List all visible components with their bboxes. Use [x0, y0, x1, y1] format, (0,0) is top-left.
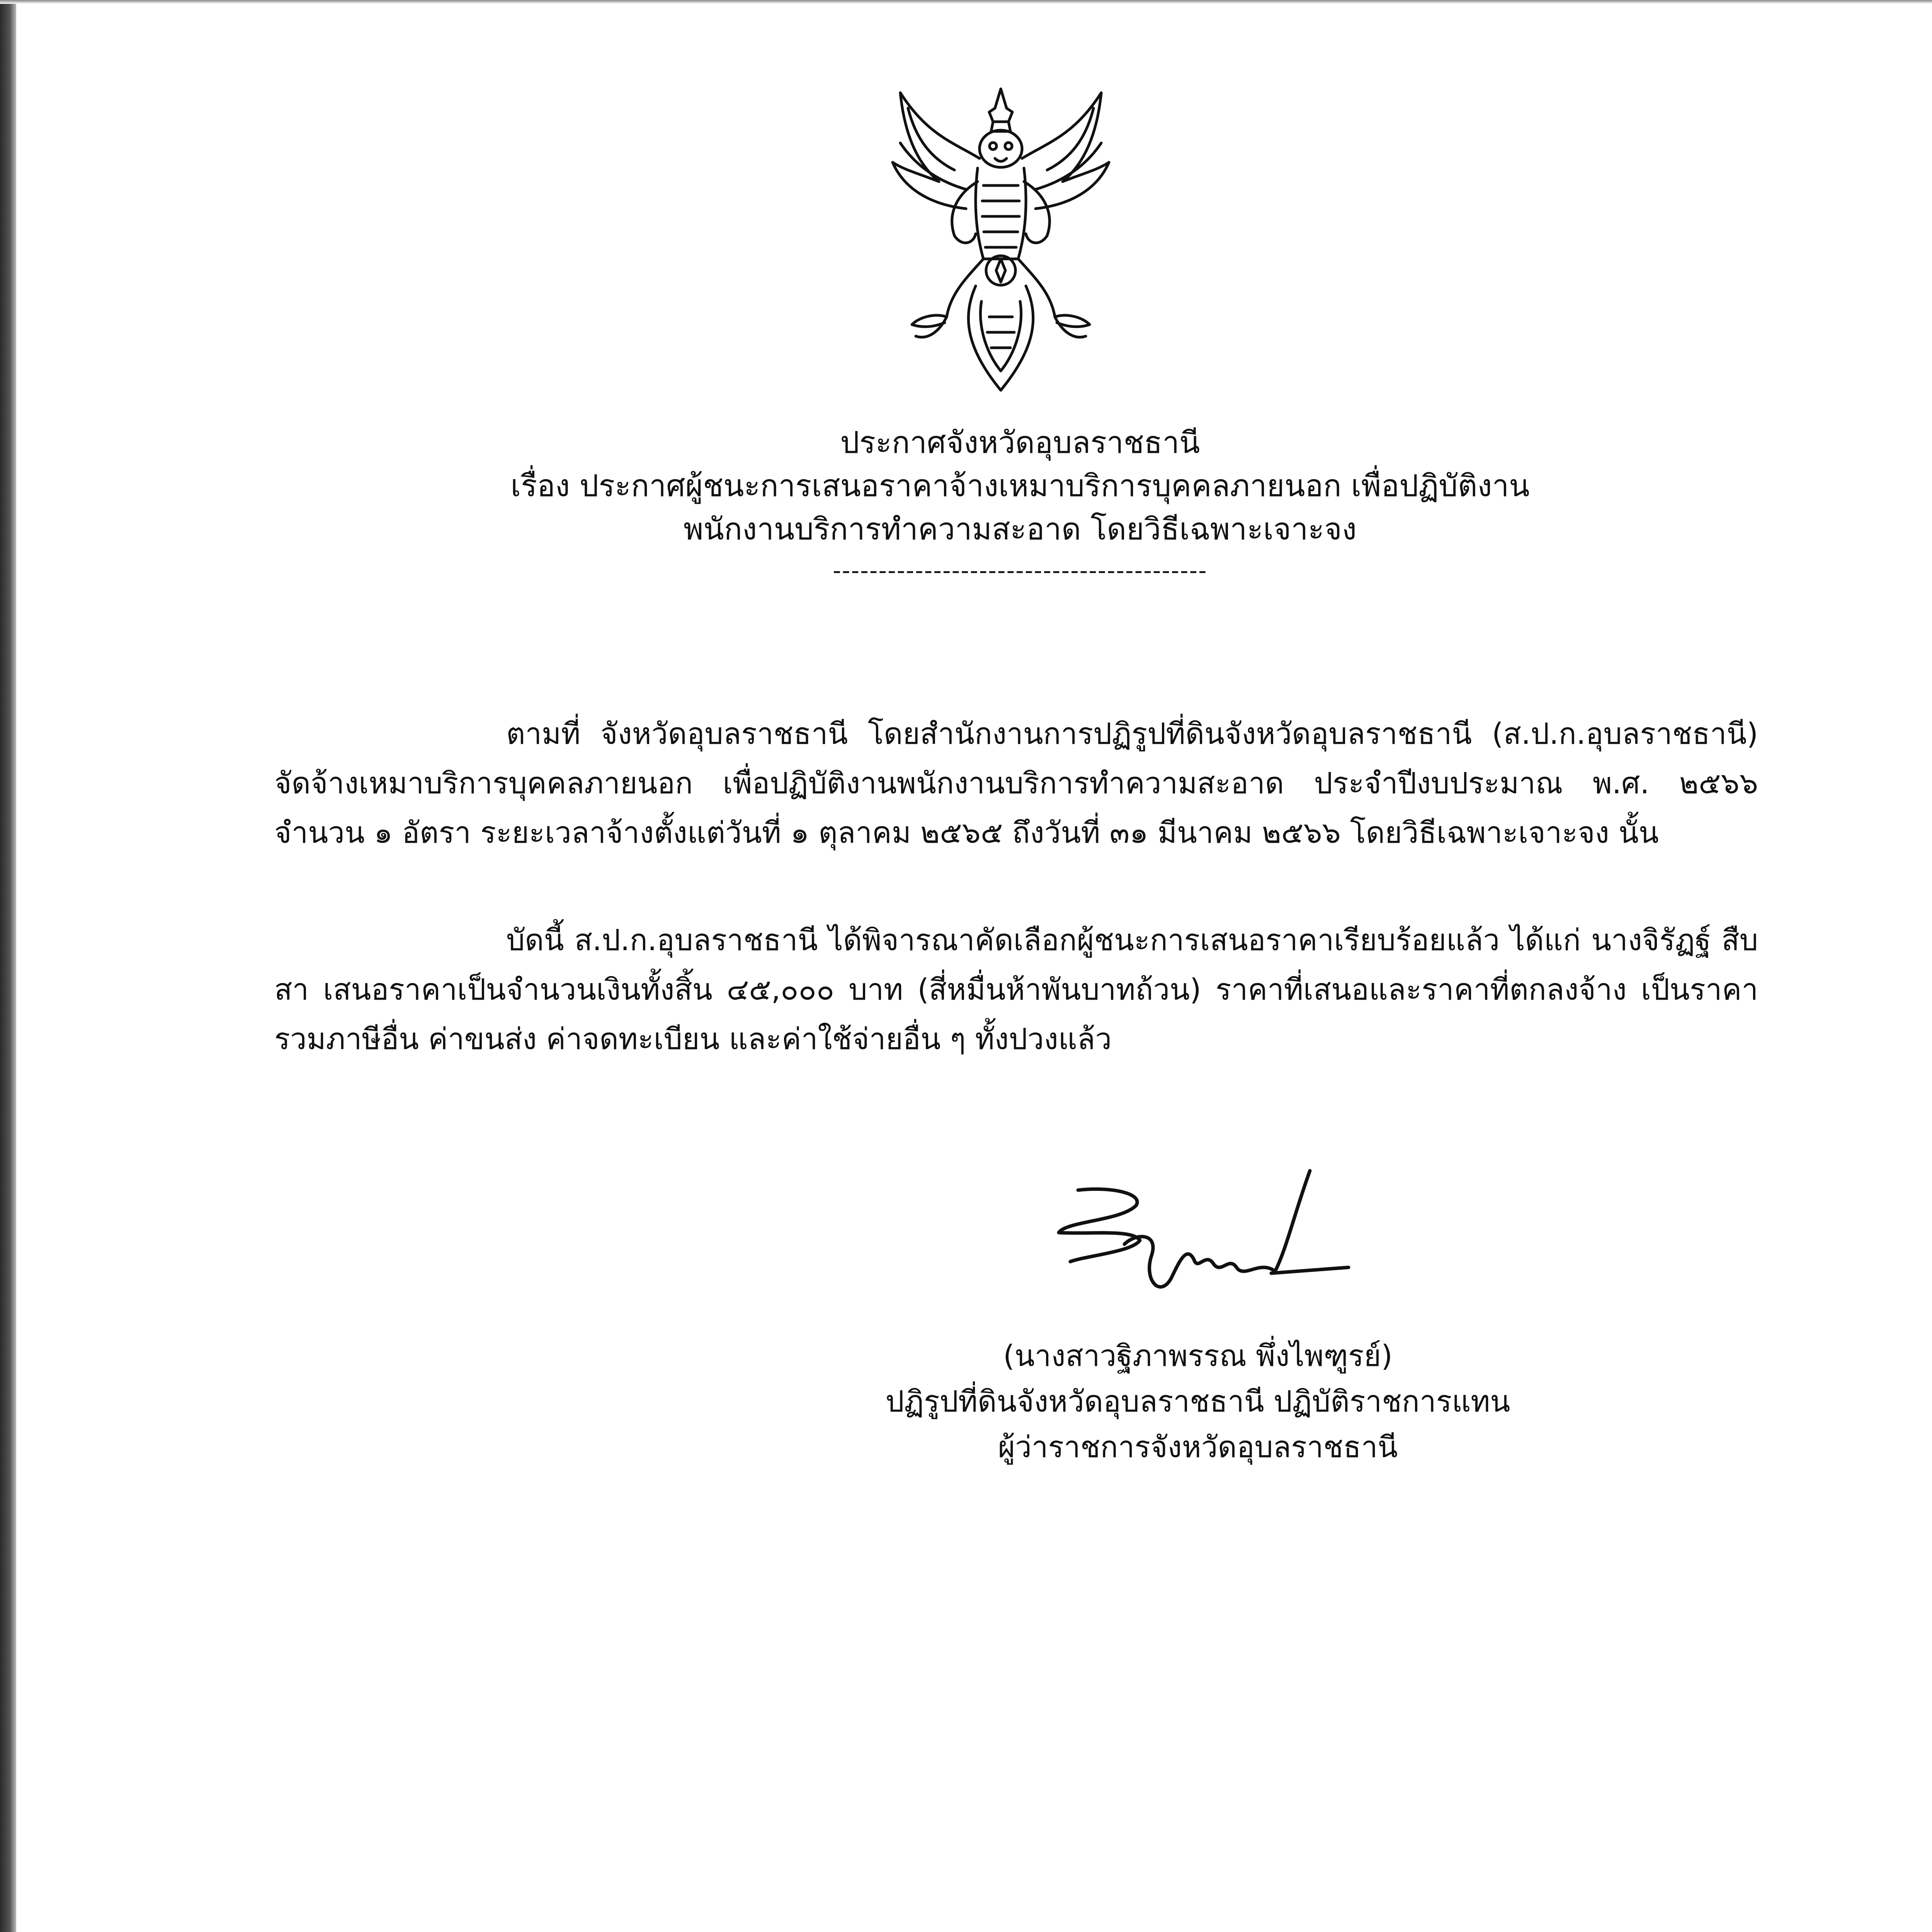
- document-body: [274, 709, 1758, 1122]
- scan-left-edge: [0, 0, 16, 1932]
- signatory-block: [811, 1333, 1584, 1470]
- garuda-emblem-icon: [877, 85, 1124, 402]
- signatory-position-cont: ผู้ว่าราชการจังหวัดอุบลราชธานี: [998, 1430, 1398, 1464]
- heading-title: ประกาศจังหวัดอุบลราชธานี: [840, 425, 1200, 460]
- heading-divider: -----------------------------------------: [833, 557, 1208, 584]
- document-heading: [386, 421, 1654, 588]
- signatory-position: ปฏิรูปที่ดินจังหวัดอุบลราชธานี ปฏิบัติราชการแทน: [885, 1384, 1510, 1418]
- scan-top-edge: [0, 0, 1932, 4]
- handwritten-signature-icon: [1043, 1167, 1372, 1306]
- body-paragraph-1: ตามที่ จังหวัดอุบลราชธานี โดยสำนักงานการปฏิรูปที่ดินจังหวัดอุบลราชธานี (ส.ป.ก.อุบลราชธานี) จัดจ้างเหมาบริการบุคคลภายนอก เพื่อปฏิบัติงานพนักงานบริการทำความสะอาด ประจำปีงบประมาณ พ.ศ. ๒๕๖๖ จำนวน ๑ อัตรา ระยะเวลาจ้างตั้งแต่วันที่ ๑ ตุลาคม ๒๕๖๕ ถึงวันที่ ๓๑ มีนาคม ๒๕๖๖ โดยวิธีเฉพาะเจาะจง นั้น: [274, 716, 1758, 850]
- body-paragraph-2: บัดนี้ ส.ป.ก.อุบลราชธานี ได้พิจารณาคัดเลือกผู้ชนะการเสนอราคาเรียบร้อยแล้ว ได้แก่ นางจิรัฏฐ์ สืบสา เสนอราคาเป็นจำนวนเงินทั้งสิ้น ๔๕,๐๐๐ บาท (สี่หมื่นห้าพันบาทถ้วน) ราคาที่เสนอและราคาที่ตกลงจ้าง เป็นราคารวมภาษีอื่น ค่าขนส่ง ค่าจดทะเบียน และค่าใช้จ่ายอื่น ๆ ทั้งปวงแล้ว: [274, 923, 1758, 1056]
- heading-subject-cont: พนักงานบริการทำความสะอาด โดยวิธีเฉพาะเจาะจง: [684, 512, 1357, 547]
- heading-subject: เรื่อง ประกาศผู้ชนะการเสนอราคาจ้างเหมาบริการบุคคลภายนอก เพื่อปฏิบัติงาน: [510, 469, 1530, 503]
- signatory-name: (นางสาวฐิภาพรรณ พึ่งไพฑูรย์): [1003, 1338, 1393, 1373]
